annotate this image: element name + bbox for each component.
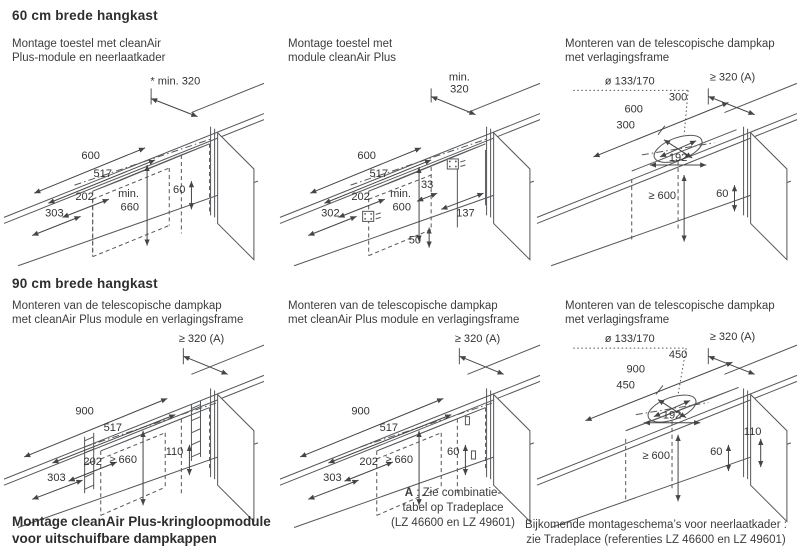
svg-text:303: 303	[47, 472, 66, 485]
svg-text:517: 517	[103, 421, 123, 434]
svg-text:517: 517	[93, 168, 112, 181]
diagram-60-cleanair-neerlaatkader	[4, 68, 266, 266]
svg-text:60: 60	[447, 445, 460, 458]
svg-text:450: 450	[668, 349, 688, 362]
svg-text:* min. 320: * min. 320	[150, 75, 201, 88]
svg-text:202: 202	[359, 456, 378, 469]
caption-diagram-5: Monteren van de telescopische dampkap met cleanAir Plus module en verlagingsframe	[288, 300, 520, 326]
svg-text:50: 50	[408, 234, 422, 247]
svg-text:517: 517	[369, 168, 388, 181]
svg-text:≥ 320 (A): ≥ 320 (A)	[178, 333, 225, 346]
svg-text:33: 33	[420, 179, 434, 192]
diagram-90-cleanair-1	[4, 330, 266, 510]
svg-text:60: 60	[716, 188, 729, 201]
svg-text:517: 517	[379, 421, 399, 434]
caption-diagram-6: Monteren van de telescopische dampkap met verlagingsframe	[565, 300, 775, 326]
diagram-60-telescopisch	[537, 68, 799, 266]
svg-text:192: 192	[662, 409, 682, 422]
svg-text:600: 600	[392, 201, 411, 214]
svg-text:≥ 600: ≥ 600	[648, 190, 677, 203]
svg-text:202: 202	[83, 456, 102, 469]
svg-text:≥ 320 (A): ≥ 320 (A)	[709, 71, 756, 84]
svg-text:600: 600	[624, 103, 643, 116]
diagram-90-telescopisch	[537, 330, 799, 510]
svg-text:≥ 600: ≥ 600	[642, 449, 671, 462]
svg-text:≥ 320 (A): ≥ 320 (A)	[454, 333, 501, 346]
note-right: Bijkomende montageschema’s voor neerlaatkader : zie Tradeplace (referenties LZ 46600 en LZ 49601)	[525, 519, 787, 546]
svg-text:300: 300	[668, 91, 688, 104]
svg-text:min.: min.	[448, 71, 470, 84]
caption-diagram-3: Monteren van de telescopische dampkap met verlagingsframe	[565, 38, 775, 64]
svg-text:660: 660	[120, 201, 140, 214]
svg-text:60: 60	[173, 184, 186, 197]
svg-text:600: 600	[81, 149, 100, 162]
diagram-60-module-cleanair	[280, 68, 542, 266]
caption-diagram-1: Montage toestel met cleanAir Plus-module en neerlaatkader	[12, 38, 166, 64]
svg-text:60: 60	[710, 445, 723, 458]
svg-text:ø 133/170: ø 133/170	[604, 333, 655, 346]
svg-text:110: 110	[743, 425, 762, 438]
svg-text:137: 137	[456, 207, 475, 220]
svg-text:min.: min.	[390, 188, 411, 201]
svg-text:min.: min.	[118, 188, 140, 201]
svg-text:202: 202	[75, 191, 94, 204]
svg-text:302: 302	[321, 207, 340, 220]
svg-text:≥ 320 (A): ≥ 320 (A)	[709, 331, 756, 344]
svg-text:320: 320	[450, 83, 469, 96]
svg-text:300: 300	[616, 119, 635, 132]
caption-diagram-4: Monteren van de telescopische dampkap met cleanAir Plus module en verlagingsframe	[12, 300, 244, 326]
svg-text:303: 303	[323, 472, 342, 485]
svg-text:≥ 660: ≥ 660	[109, 454, 138, 467]
svg-text:303: 303	[45, 207, 64, 220]
svg-text:110: 110	[165, 445, 184, 458]
svg-text:900: 900	[351, 405, 370, 418]
svg-text:192: 192	[668, 151, 688, 164]
footer-heading: Montage cleanAir Plus-kringloopmodule voor uitschuifbare dampkappen	[12, 514, 271, 546]
svg-text:600: 600	[357, 149, 376, 162]
svg-text:ø 133/170: ø 133/170	[604, 75, 655, 88]
svg-text:≥ 660: ≥ 660	[385, 454, 414, 467]
caption-diagram-2: Montage toestel met module cleanAir Plus	[288, 38, 397, 64]
svg-text:202: 202	[351, 191, 370, 204]
svg-text:450: 450	[616, 379, 635, 392]
diagram-90-cleanair-2	[280, 330, 542, 510]
svg-text:900: 900	[75, 405, 94, 418]
section-heading-60cm: 60 cm brede hangkast	[12, 8, 158, 23]
note-a: A : Zie combinatie- tabel op Tradeplace (LZ 46600 en LZ 49601)	[390, 487, 516, 529]
svg-text:900: 900	[626, 363, 645, 376]
section-heading-90cm: 90 cm brede hangkast	[12, 276, 158, 291]
